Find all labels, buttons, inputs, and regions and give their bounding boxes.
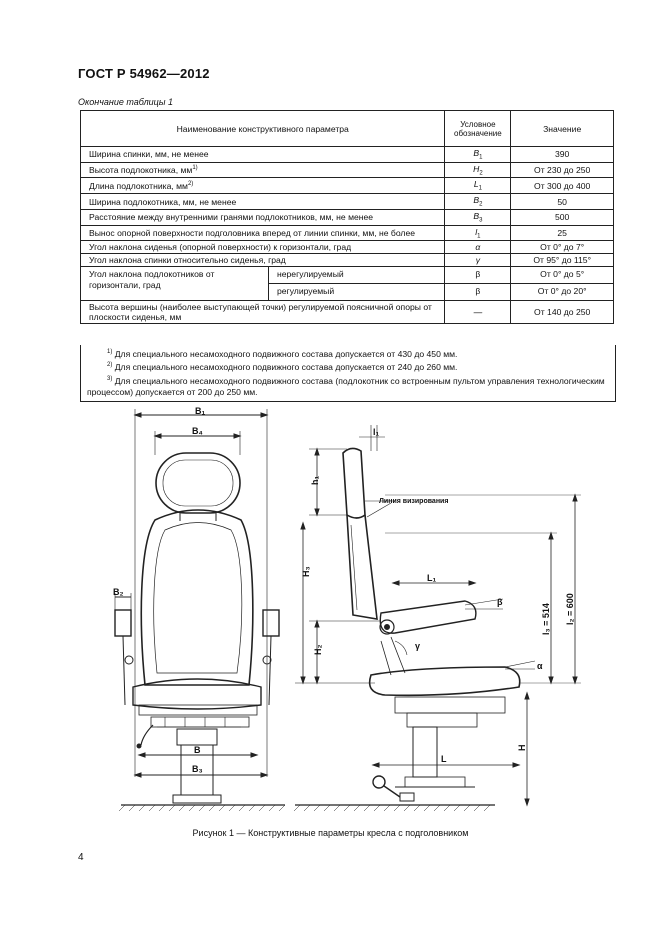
label-gamma: γ (415, 641, 421, 651)
cell-value: От 95° до 115° (511, 254, 614, 267)
column-header: Наименование конструктивного параметра (81, 111, 445, 147)
page-number: 4 (78, 852, 84, 863)
label-l3: l₃ = 514 (541, 603, 551, 635)
table-header-row (81, 111, 614, 147)
label-b4: B₄ (192, 426, 203, 436)
cell-symbol: $L_1$ (445, 178, 511, 194)
table-row (81, 162, 614, 178)
cell-name: Ширина спинки, мм, не менее (81, 147, 445, 163)
column-header: Значение (511, 111, 614, 147)
cell-value: От 140 до 250 (511, 301, 614, 324)
cell-value: 390 (511, 147, 614, 163)
cell-value: От 0° до 7° (511, 241, 614, 254)
label-h2: H₂ (313, 644, 323, 655)
label-b3: B₃ (192, 764, 203, 774)
cell-value: От 230 до 250 (511, 162, 614, 178)
table-row (81, 194, 614, 210)
table-row (81, 147, 614, 163)
label-b: B (194, 745, 201, 755)
column-header: Условное обозначение (445, 111, 511, 147)
footnote: $^{3)}$ Для специального несамоходного подвижного состава (подлокотник со встроенным пультом управления технологическим процессом) допускается от 200 до 250 мм. (87, 375, 605, 398)
cell-name: Угол наклона спинки относительно сиденья, град (81, 254, 445, 267)
label-sight-line: Линия визирования (379, 498, 449, 505)
label-b1: B₁ (195, 406, 206, 416)
cell-name: Ширина подлокотника, мм, не менее (81, 194, 445, 210)
armrest-variant-label: регулируемый (277, 286, 335, 297)
label-b2: B₂ (113, 587, 124, 597)
label-L1: L₁ (427, 573, 437, 583)
cell-symbol: $B_2$ (445, 194, 511, 210)
table-row (81, 209, 614, 225)
armrest-value: От 0° до 20° (537, 286, 587, 297)
label-H: H (517, 744, 527, 751)
cell-name (81, 267, 445, 301)
cell-symbol: $B_3$ (445, 209, 511, 225)
armrest-value: От 0° до 5° (511, 267, 613, 284)
figure-caption: Рисунок 1 — Конструктивные параметры кресла с подголовником (192, 828, 469, 838)
cell-symbol: $l_1$ (445, 225, 511, 241)
cell-symbol: α (445, 241, 511, 254)
cell-value (511, 267, 614, 301)
cell-symbol: $B_1$ (445, 147, 511, 163)
seat-drawing (95, 405, 595, 820)
parameters-table (80, 110, 614, 324)
table-row (81, 178, 614, 194)
label-h3: H₃ (301, 566, 311, 577)
table-row (81, 301, 614, 324)
footnote: $^{1)}$ Для специального несамоходного подвижного состава допускается от 430 до 450 мм. (107, 348, 458, 359)
label-l2: l₂ = 600 (565, 593, 575, 625)
table-row (81, 254, 614, 267)
cell-name: Высота вершины (наиболее выступающей точки) регулируемой поясничной опоры от плоскости сиденья, мм (81, 301, 445, 324)
cell-symbol: γ (445, 254, 511, 267)
cell-symbol: — (445, 301, 511, 324)
page-header: ГОСТ Р 54962—2012 (78, 66, 210, 81)
table-row (81, 241, 614, 254)
armrest-angle-name: Угол наклона подлокотников от горизонтали, град (81, 267, 269, 300)
label-L: L (441, 754, 447, 764)
label-alpha: α (537, 661, 543, 671)
armrest-variant-label: нерегулируемый (269, 267, 444, 284)
cell-value: 500 (511, 209, 614, 225)
table-row (81, 267, 614, 301)
cell-symbol (445, 267, 511, 301)
armrest-symbol: β (475, 286, 481, 297)
table-row (81, 225, 614, 241)
cell-name: Длина подлокотника, $мм^{2)}$ (81, 178, 445, 194)
cell-name: Вынос опорной поверхности подголовника вперед от линии спинки, мм, не более (81, 225, 445, 241)
cell-name: Угол наклона сиденья (опорной поверхности) к горизонтали, град (81, 241, 445, 254)
cell-value: 25 (511, 225, 614, 241)
cell-name: Высота подлокотника, $мм^{1)}$ (81, 162, 445, 178)
cell-value: 50 (511, 194, 614, 210)
footnote: $^{2)}$ Для специального несамоходного подвижного состава допускается от 240 до 260 мм. (107, 362, 458, 373)
label-l1: l₁ (373, 427, 380, 437)
cell-name: Расстояние между внутренними гранями подлокотников, мм, не менее (81, 209, 445, 225)
label-beta: β (497, 597, 503, 607)
label-h1: h₁ (310, 475, 320, 485)
cell-value: От 300 до 400 (511, 178, 614, 194)
table-continuation-caption: Окончание таблицы 1 (78, 97, 173, 107)
footnotes (80, 345, 616, 402)
armrest-symbol: β (445, 267, 510, 284)
side-view (294, 425, 581, 811)
cell-symbol: $H_2$ (445, 162, 511, 178)
